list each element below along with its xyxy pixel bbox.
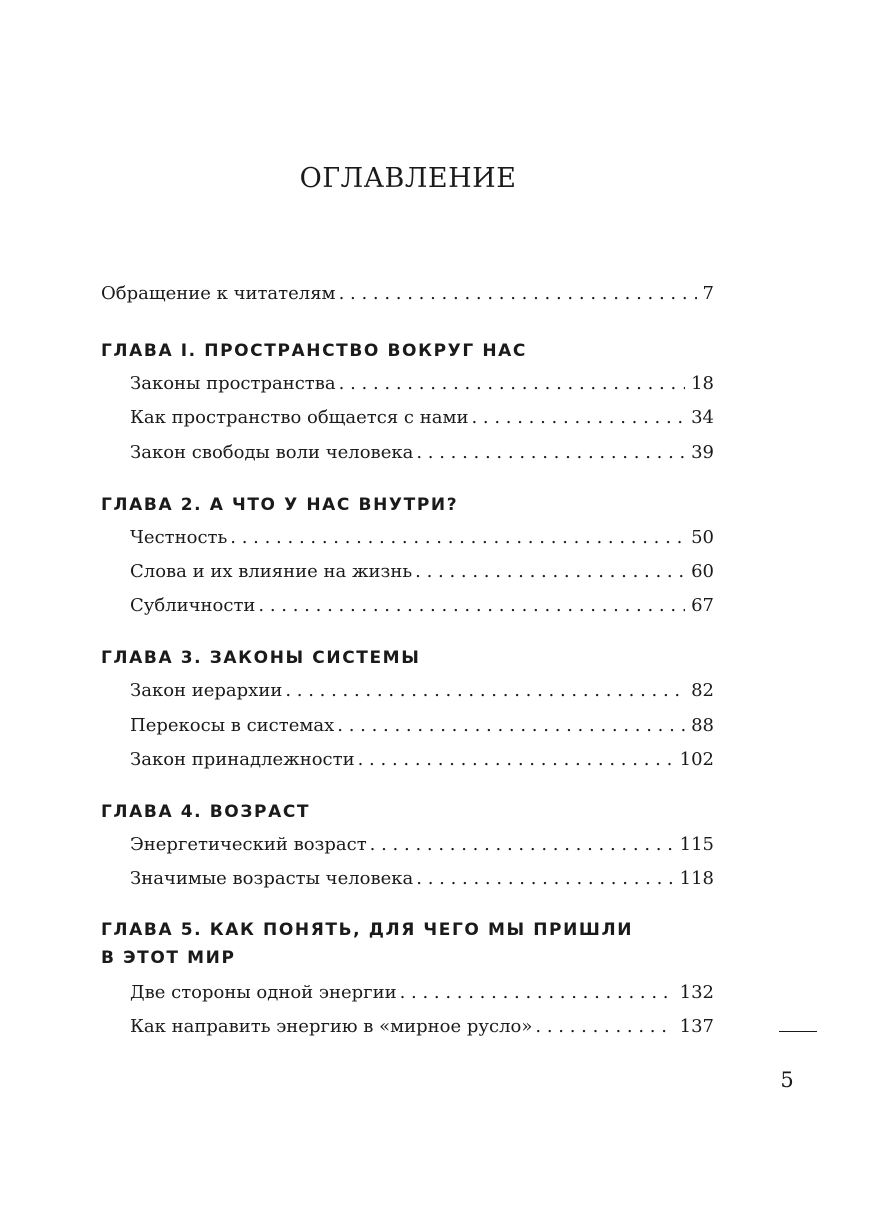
leader-dots (258, 594, 685, 618)
toc-entry-label: Слова и их влияние на жизнь (130, 561, 413, 582)
toc-entry-page: 82 (691, 680, 714, 701)
leader-dots (230, 526, 685, 550)
toc-entry-page: 132 (679, 982, 714, 1003)
toc-entry[interactable] (130, 714, 714, 738)
chapter-heading-5[interactable] (101, 916, 714, 972)
toc-entry-label: Значимые возрасты человека (130, 868, 414, 889)
chapter-heading-line: ГЛАВА 5. КАК ПОНЯТЬ, ДЛЯ ЧЕГО МЫ ПРИШЛИ (101, 920, 634, 940)
toc-entry-label: Как направить энергию в «мирное русло» (130, 1016, 533, 1037)
leader-dots (285, 679, 685, 703)
toc-entry-page: 60 (691, 561, 714, 582)
leader-dots (415, 560, 685, 584)
page-title: ОГЛАВЛЕНИЕ (299, 163, 517, 194)
toc-entry-page: 50 (691, 527, 714, 548)
leader-dots (339, 282, 697, 306)
toc-entry-page: 137 (679, 1016, 714, 1037)
toc-entry-page: 34 (691, 407, 714, 428)
toc-entry[interactable] (130, 372, 714, 396)
leader-dots (370, 833, 674, 857)
toc-entry[interactable] (130, 679, 714, 703)
chapter-heading-3[interactable]: ГЛАВА 3. ЗАКОНЫ СИСТЕМЫ (101, 648, 421, 668)
toc-entry[interactable] (130, 1015, 714, 1039)
toc-entry-page: 7 (702, 283, 714, 304)
toc-entry[interactable] (130, 833, 714, 857)
folio-rule (779, 1031, 817, 1032)
toc-entry[interactable] (130, 867, 714, 891)
toc-entry-label: Обращение к читателям (101, 283, 336, 304)
leader-dots (471, 406, 685, 430)
toc-entry[interactable] (130, 406, 714, 430)
chapter-heading-2[interactable]: ГЛАВА 2. А ЧТО У НАС ВНУТРИ? (101, 495, 459, 515)
toc-entry[interactable] (130, 748, 714, 772)
toc-entry-label: Субличности (130, 595, 256, 616)
toc-entry[interactable] (130, 594, 714, 618)
toc-entry-label: Законы пространства (130, 373, 336, 394)
toc-entry-label: Энергетический возраст (130, 834, 367, 855)
leader-dots (400, 981, 674, 1005)
toc-entry[interactable] (130, 560, 714, 584)
toc-entry-page: 102 (679, 749, 714, 770)
toc-entry-page: 115 (679, 834, 714, 855)
toc-entry[interactable] (130, 981, 714, 1005)
toc-entry-intro[interactable] (101, 282, 714, 306)
toc-entry-label: Закон иерархии (130, 680, 283, 701)
toc-entry-page: 88 (691, 715, 714, 736)
chapter-heading-1[interactable]: ГЛАВА I. ПРОСТРАНСТВО ВОКРУГ НАС (101, 341, 527, 361)
toc-entry-page: 39 (691, 442, 714, 463)
toc-entry-label: Честность (130, 527, 228, 548)
toc-entry-page: 118 (679, 868, 714, 889)
leader-dots (339, 372, 685, 396)
page-number: 5 (780, 1068, 794, 1092)
toc-entry[interactable] (130, 441, 714, 465)
leader-dots (358, 748, 674, 772)
toc-entry-label: Две стороны одной энергии (130, 982, 397, 1003)
chapter-heading-4[interactable]: ГЛАВА 4. ВОЗРАСТ (101, 802, 311, 822)
leader-dots (535, 1015, 673, 1039)
leader-dots (416, 441, 685, 465)
toc-entry-label: Закон принадлежности (130, 749, 355, 770)
toc-entry-label: Как пространство общается с нами (130, 407, 469, 428)
toc-entry-page: 18 (691, 373, 714, 394)
leader-dots (416, 867, 673, 891)
toc-entry[interactable] (130, 526, 714, 550)
chapter-heading-line: В ЭТОТ МИР (101, 948, 236, 968)
toc-entry-label: Закон свободы воли человека (130, 442, 414, 463)
toc-entry-page: 67 (691, 595, 714, 616)
toc-entry-label: Перекосы в системах (130, 715, 335, 736)
leader-dots (337, 714, 685, 738)
